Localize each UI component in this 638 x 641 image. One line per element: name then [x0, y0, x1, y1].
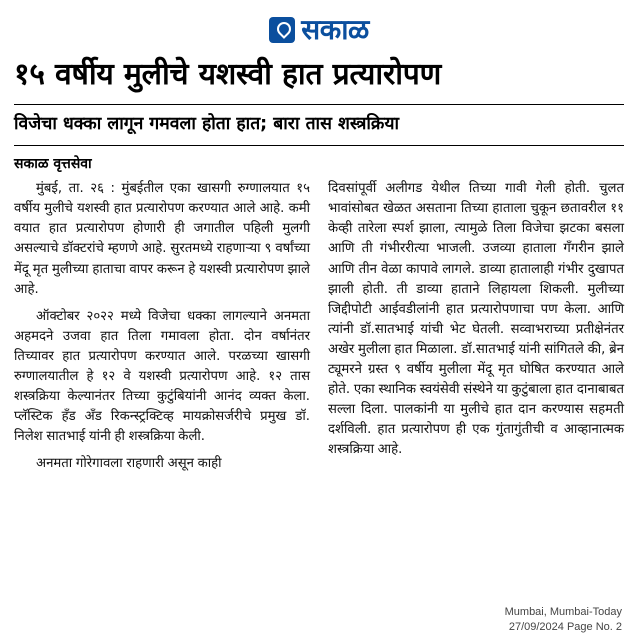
- publication-logo: [269, 13, 369, 46]
- article-column-left: [14, 179, 310, 481]
- paragraph: ऑक्टोबर २०२२ मध्ये विजेचा धक्का लागल्याने अनमता अहमदने उजवा हात तिला गमावला होता. दोन वर्षानंतर तिच्यावर हात प्रत्यारोपण करण्यात आले. परळच्या खासगी रुग्णालयातील हे १२ वे यशस्वी प्रत्यारोपण आहे. १२ तास शस्त्रक्रिया केल्यानंतर तिच्या कुटुंबियांनी आनंद व्यक्त केला. प्लॅस्टिक हँड अँड रिकन्स्ट्रक्टिव्ह मायक्रोसर्जरीचे प्रमुख डॉ. निलेश सातभाई यांनी ही शस्त्रक्रिया केली.: [14, 308, 310, 444]
- paragraph: मुंबई, ता. २६ : मुंबईतील एका खासगी रुग्णालयात १५ वर्षीय मुलीचे यशस्वी हात प्रत्यारोपण करण्यात आले आहे. कमी वयात हात प्रत्यारोपण होणारी ही जगातील पहिली मुलगी असल्याचे डॉक्टरांचे म्हणणे आहे. सुरतमध्ये राहणाऱ्या ९ वर्षांच्या मेंदू मृत मुलीच्या हाताचा वापर करून हे यशस्वी प्रत्यारोपण झाले आहे.: [14, 181, 310, 297]
- masthead: [14, 10, 624, 54]
- paragraph: दिवसांपूर्वी अलीगड येथील तिच्या गावी गेली होती. चुलत भावांसोबत खेळत असताना तिच्या हाताला चुकून छतावरील ११ केव्ही तारेला स्पर्श झाला, त्यामुळे तिला विजेचा झटका बसला आणि ती गंभीररीत्या भाजली. उजव्या हाताला गँगरीन झाले आणि तीन वेळा कापावे लागले. डाव्या हातालाही गंभीर दुखापत झाली होती. ती डाव्या हाताने लिहायला शिकली. मुलीच्या जिद्दीपोटी आईवडीलांनी हात प्रत्यारोपणाचा पण केला. आणि त्यांनी डॉ.सातभाई यांची भेट घेतली. सव्वाभराच्या प्रतीक्षेनंतर अखेर मुलीला हात मिळाला. डॉ.सातभाई यांनी सांगितले की, ब्रेन ट्यूमरने ग्रस्त ९ वर्षीय मुलीला मेंदू मृत घोषित करण्यात आले होते. एका स्थानिक स्वयंसेवी संस्थेने या कुटुंबाला हात दानाबाबत सल्ला दिला. पालकांनी या मुलीचे हात दान करण्यास सहमती दर्शविली. हात प्रत्यारोपण ही एक गुंतागुंतीची व आव्हानात्मक शस्त्रक्रिया आहे.: [328, 181, 624, 458]
- paragraph: अनमता गोरेगावला राहणारी असून काही: [36, 456, 222, 472]
- sakal-drop-logo-icon: [269, 17, 295, 43]
- article-body: [14, 179, 624, 481]
- edition-label: Mumbai, Mumbai-Today: [504, 606, 622, 619]
- date-page-label: 27/09/2024 Page No. 2: [508, 621, 622, 634]
- divider-top: [14, 104, 624, 105]
- byline: सकाळ वृत्तसेवा: [14, 156, 92, 173]
- page-title: १५ वर्षीय मुलीचे यशस्वी हात प्रत्यारोपण: [14, 57, 442, 92]
- article-subheadline: विजेचा धक्का लागून गमवला होता हात; बारा तास शस्त्रक्रिया: [14, 113, 400, 134]
- publication-name: सकाळ: [301, 13, 369, 46]
- divider-bottom: [14, 145, 624, 146]
- article-column-right: [328, 179, 624, 467]
- page-footer: [505, 605, 622, 635]
